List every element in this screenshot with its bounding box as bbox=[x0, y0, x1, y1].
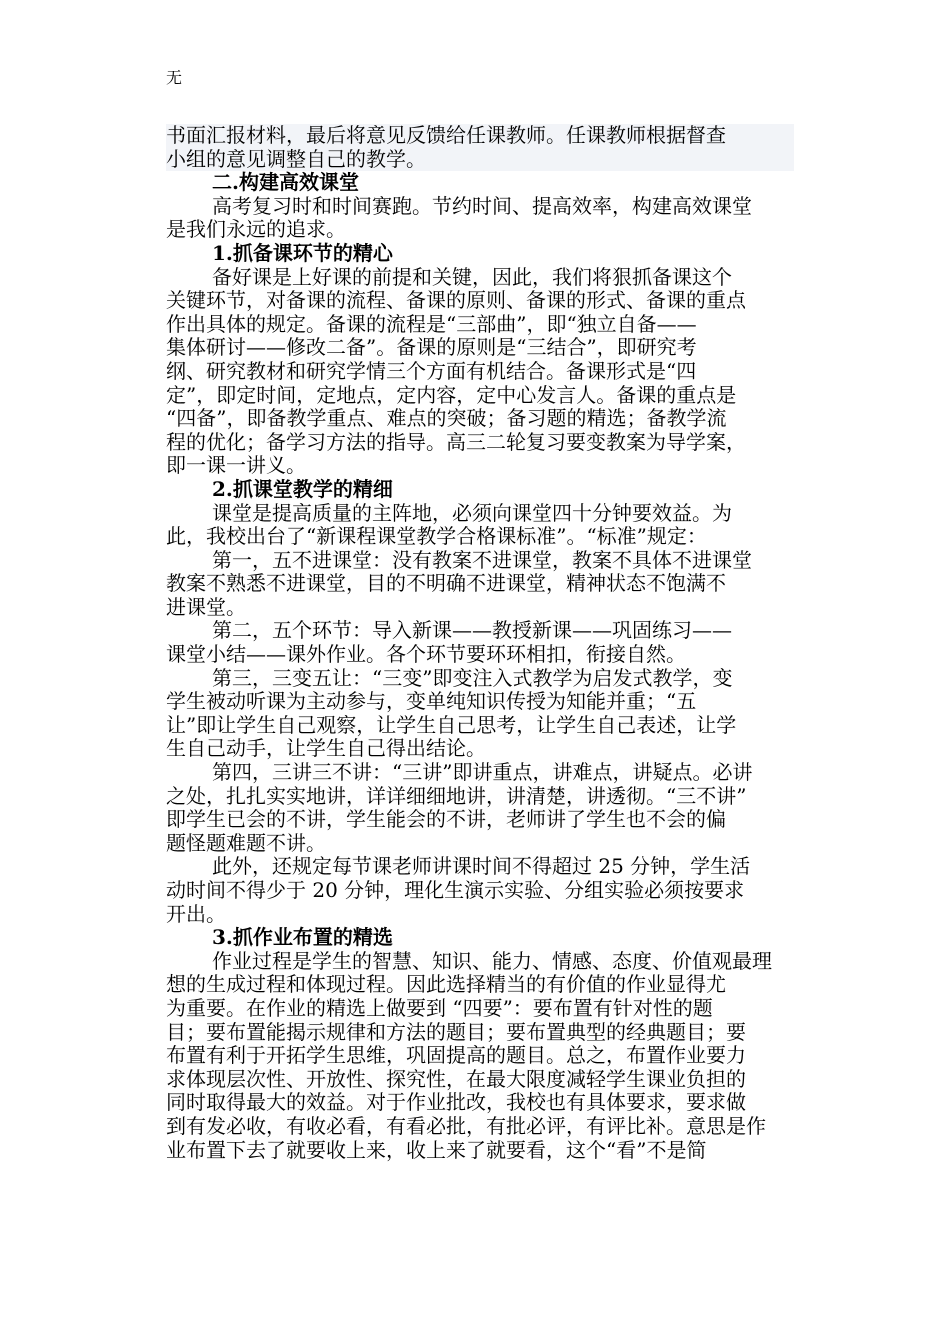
text-line: 题怪题难题不讲。 bbox=[166, 831, 326, 855]
text-line: 到有发必收，有收必看，有看必批，有批必评，有评比补。意思是作 bbox=[166, 1114, 766, 1138]
text-line: 同时取得最大的效益。对于作业批改，我校也有具体要求，要求做 bbox=[166, 1091, 746, 1115]
text-line: 此外，还规定每节课老师讲课时间不得超过 25 分钟，学生活 bbox=[212, 855, 751, 879]
section-heading: 3.抓作业布置的精选 bbox=[212, 926, 393, 950]
section-heading: 1.抓备课环节的精心 bbox=[212, 241, 393, 265]
page-header-mark: 无 bbox=[166, 68, 183, 87]
text-line: 第一，五不进课堂：没有教案不进课堂，教案不具体不进课堂 bbox=[212, 548, 752, 572]
text-line: 第四，三讲三不讲：“三讲”即讲重点，讲难点，讲疑点。必讲 bbox=[212, 761, 753, 785]
section-heading: 二.构建高效课堂 bbox=[212, 171, 359, 195]
text-line: 教案不熟悉不进课堂，目的不明确不进课堂，精神状态不饱满不 bbox=[166, 572, 726, 596]
text-line: 学生被动听课为主动参与，变单纯知识传授为知能并重；“五 bbox=[166, 690, 697, 714]
text-line: 让”即让学生自己观察，让学生自己思考，让学生自己表述，让学 bbox=[166, 713, 737, 737]
text-line: 求体现层次性、开放性、探究性，在最大限度减轻学生课业负担的 bbox=[166, 1067, 746, 1091]
text-line: 布置有利于开拓学生思维，巩固提高的题目。总之，布置作业要力 bbox=[166, 1044, 746, 1068]
text-line: 开出。 bbox=[166, 902, 226, 926]
text-line: 高考复习时和时间赛跑。节约时间、提高效率，构建高效课堂 bbox=[212, 194, 752, 218]
text-line: 进课堂。 bbox=[166, 595, 246, 619]
text-line: 作业过程是学生的智慧、知识、能力、情感、态度、价值观最理 bbox=[212, 949, 772, 973]
text-line: 备好课是上好课的前提和关键，因此，我们将狠抓备课这个 bbox=[212, 265, 732, 289]
text-line: 为重要。在作业的精选上做要到 “四要”：要布置有针对性的题 bbox=[166, 996, 713, 1020]
text-line: 课堂小结——课外作业。各个环节要环环相扣，衔接自然。 bbox=[166, 643, 686, 667]
text-line: 业布置下去了就要收上来，收上来了就要看，这个“看”不是简 bbox=[166, 1138, 707, 1162]
text-line: 第三，三变五让：“三变”即变注入式教学为启发式教学，变 bbox=[212, 666, 733, 690]
text-line: 小组的意见调整自己的教学。 bbox=[166, 148, 794, 172]
text-line: 是我们永远的追求。 bbox=[166, 218, 346, 242]
text-line: 动时间不得少于 20 分钟，理化生演示实验、分组实验必须按要求 bbox=[166, 879, 745, 902]
text-line: 关键环节，对备课的流程、备课的原则、备课的形式、备课的重点 bbox=[166, 289, 746, 313]
text-line: 课堂是提高质量的主阵地，必须向课堂四十分钟要效益。为 bbox=[212, 501, 732, 525]
text-line: 目；要布置能揭示规律和方法的题目；要布置典型的经典题目；要 bbox=[166, 1020, 746, 1044]
text-line: 作出具体的规定。备课的流程是“三部曲”，即“独立自备—— bbox=[166, 312, 697, 336]
text-line: 定”，即定时间，定地点，定内容，定中心发言人。备课的重点是 bbox=[166, 383, 737, 407]
text-line: 即学生已会的不讲，学生能会的不讲，老师讲了学生也不会的偏 bbox=[166, 808, 726, 832]
text-line: 生自己动手，让学生自己得出结论。 bbox=[166, 737, 486, 761]
text-line: 即一课一讲义。 bbox=[166, 454, 306, 478]
text-line: “四备”，即备教学重点、难点的突破；备习题的精选；备教学流 bbox=[166, 407, 727, 431]
text-line: 程的优化；备学习方法的指导。高三二轮复习要变教案为导学案， bbox=[166, 430, 746, 454]
text-line: 集体研讨——修改二备”。备课的原则是“三结合”，即研究考 bbox=[166, 336, 697, 360]
text-line: 之处，扎扎实实地讲，详详细细地讲，讲清楚，讲透彻。“三不讲” bbox=[166, 784, 747, 808]
section-heading: 2.抓课堂教学的精细 bbox=[212, 477, 393, 501]
text-line: 此，我校出台了“新课程课堂教学合格课标准”。“标准”规定： bbox=[166, 525, 707, 549]
text-line: 书面汇报材料，最后将意见反馈给任课教师。任课教师根据督查 bbox=[166, 124, 794, 148]
text-line: 想的生成过程和体现过程。因此选择精当的有价值的作业显得尤 bbox=[166, 973, 726, 997]
text-line: 纲、研究教材和研究学情三个方面有机结合。备课形式是“四 bbox=[166, 359, 697, 383]
text-line: 第二，五个环节：导入新课——教授新课——巩固练习—— bbox=[212, 619, 732, 643]
document-body bbox=[166, 124, 794, 1162]
